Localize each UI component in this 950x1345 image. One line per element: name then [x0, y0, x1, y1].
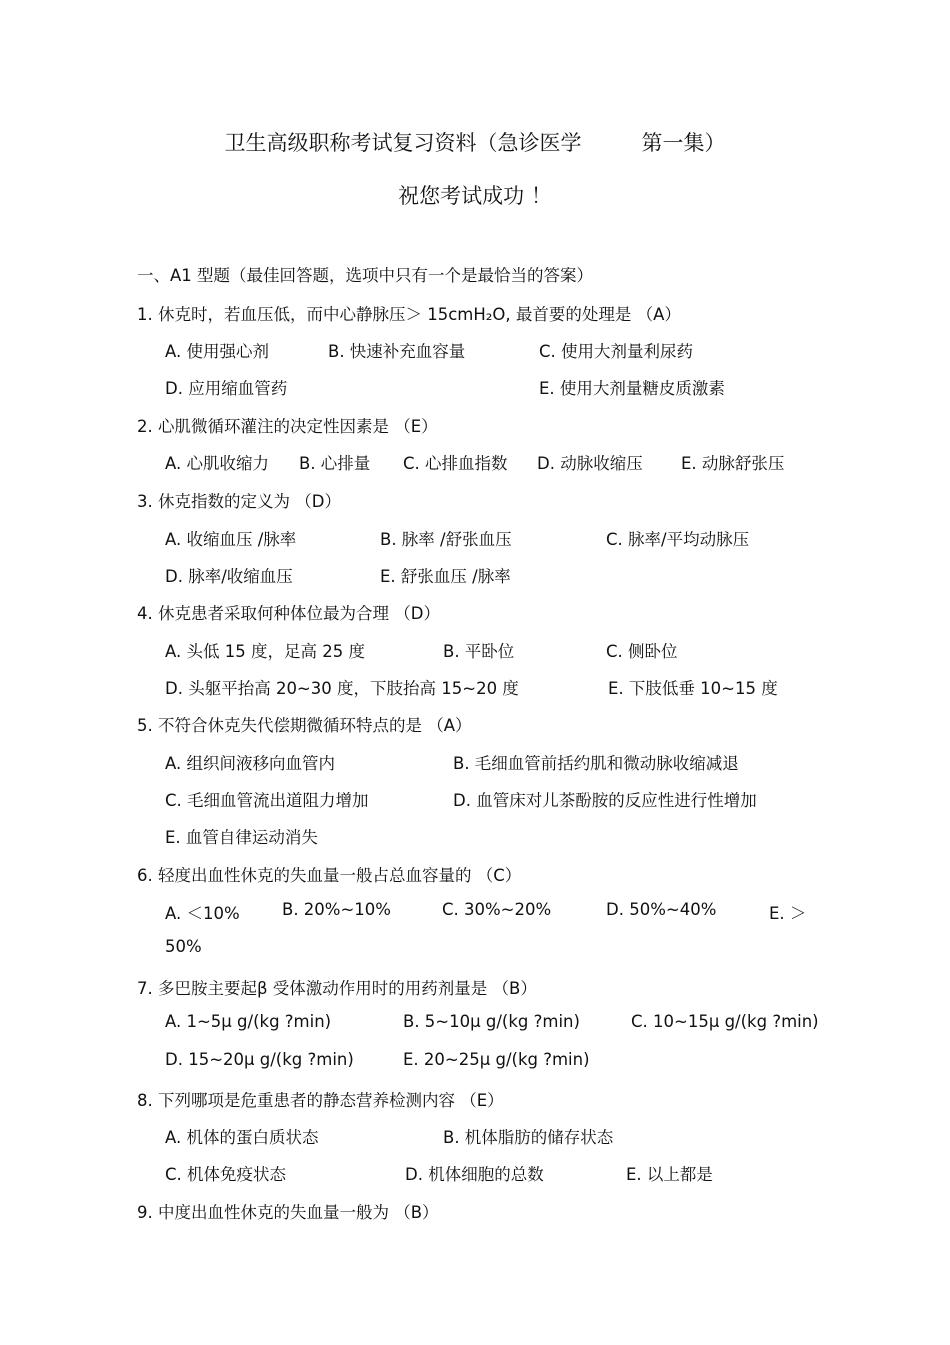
option: B. 20%~10% — [282, 900, 391, 919]
option: B. 5~10μ g/(kg ?min) — [403, 1012, 580, 1031]
question-stem: 3. 休克指数的定义为 （D） — [137, 492, 341, 511]
question-stem: 4. 休克患者采取何种体位最为合理 （D） — [137, 604, 440, 623]
option: C. 脉率/平均动脉压 — [606, 530, 750, 549]
option: C. 心排血指数 — [403, 454, 508, 473]
option: A. 使用强心剂 — [165, 342, 269, 361]
option: A. 1~5μ g/(kg ?min) — [165, 1012, 332, 1031]
option: E. 舒张血压 /脉率 — [380, 567, 511, 586]
option: C. 毛细血管流出道阻力增加 — [165, 791, 369, 810]
question-stem: 7. 多巴胺主要起β 受体激动作用时的用药剂量是 （B） — [137, 979, 537, 998]
question-stem: 5. 不符合休克失代偿期微循环特点的是 （A） — [137, 716, 472, 735]
option: D. 脉率/收缩血压 — [165, 567, 293, 586]
option: A. 收缩血压 /脉率 — [165, 530, 297, 549]
option: D. 血管床对儿茶酚胺的反应性进行性增加 — [453, 791, 757, 810]
option: E. 血管自律运动消失 — [165, 828, 318, 847]
option: C. 30%~20% — [442, 900, 552, 919]
option: A. 心肌收缩力 — [165, 454, 269, 473]
option: B. 脉率 /舒张血压 — [380, 530, 512, 549]
option: E. 下肢低垂 10~15 度 — [608, 679, 778, 698]
option: B. 平卧位 — [443, 642, 515, 661]
option-continuation: 50% — [165, 937, 202, 956]
option: A. 机体的蛋白质状态 — [165, 1128, 319, 1147]
question-stem: 2. 心肌微循环灌注的决定性因素是 （E） — [137, 417, 438, 436]
option: B. 毛细血管前括约肌和微动脉收缩减退 — [453, 754, 739, 773]
question-stem: 8. 下列哪项是危重患者的静态营养检测内容 （E） — [137, 1091, 504, 1110]
document-subtitle: 祝您考试成功 ！ — [398, 184, 552, 208]
question-stem: 9. 中度出血性休克的失血量一般为 （B） — [137, 1203, 439, 1222]
option: D. 头躯平抬高 20~30 度，下肢抬高 15~20 度 — [165, 679, 519, 698]
option: C. 侧卧位 — [606, 642, 678, 661]
option: D. 动脉收缩压 — [537, 454, 643, 473]
option: C. 机体免疫状态 — [165, 1165, 287, 1184]
question-stem: 1. 休克时，若血压低，而中心静脉压＞ 15cmH₂O, 最首要的处理是 （A） — [137, 305, 681, 324]
option: E. 20~25μ g/(kg ?min) — [403, 1050, 590, 1069]
title-main: 卫生高级职称考试复习资料（急诊医学 — [224, 131, 582, 155]
option: A. 头低 15 度，足高 25 度 — [165, 642, 365, 661]
option: C. 使用大剂量利尿药 — [539, 342, 694, 361]
option: B. 机体脂肪的储存状态 — [443, 1128, 614, 1147]
option: D. 应用缩血管药 — [165, 379, 288, 398]
section-heading: 一、A1 型题（最佳回答题，选项中只有一个是最恰当的答案） — [137, 266, 594, 285]
document-title — [0, 127, 950, 157]
option: E. ＞ — [769, 904, 807, 923]
option: A. 组织间液移向血管内 — [165, 754, 335, 773]
option: E. 动脉舒张压 — [681, 454, 785, 473]
option: C. 10~15μ g/(kg ?min) — [631, 1012, 819, 1031]
option: D. 50%~40% — [606, 900, 717, 919]
option: B. 心排量 — [299, 454, 371, 473]
option: D. 15~20μ g/(kg ?min) — [165, 1050, 354, 1069]
option: E. 以上都是 — [626, 1165, 713, 1184]
option: B. 快速补充血容量 — [328, 342, 466, 361]
option: A. ＜10% — [165, 904, 240, 923]
title-tail: 第一集） — [641, 131, 726, 155]
option: E. 使用大剂量糖皮质激素 — [539, 379, 725, 398]
question-stem: 6. 轻度出血性休克的失血量一般占总血容量的 （C） — [137, 866, 522, 885]
option: D. 机体细胞的总数 — [405, 1165, 544, 1184]
